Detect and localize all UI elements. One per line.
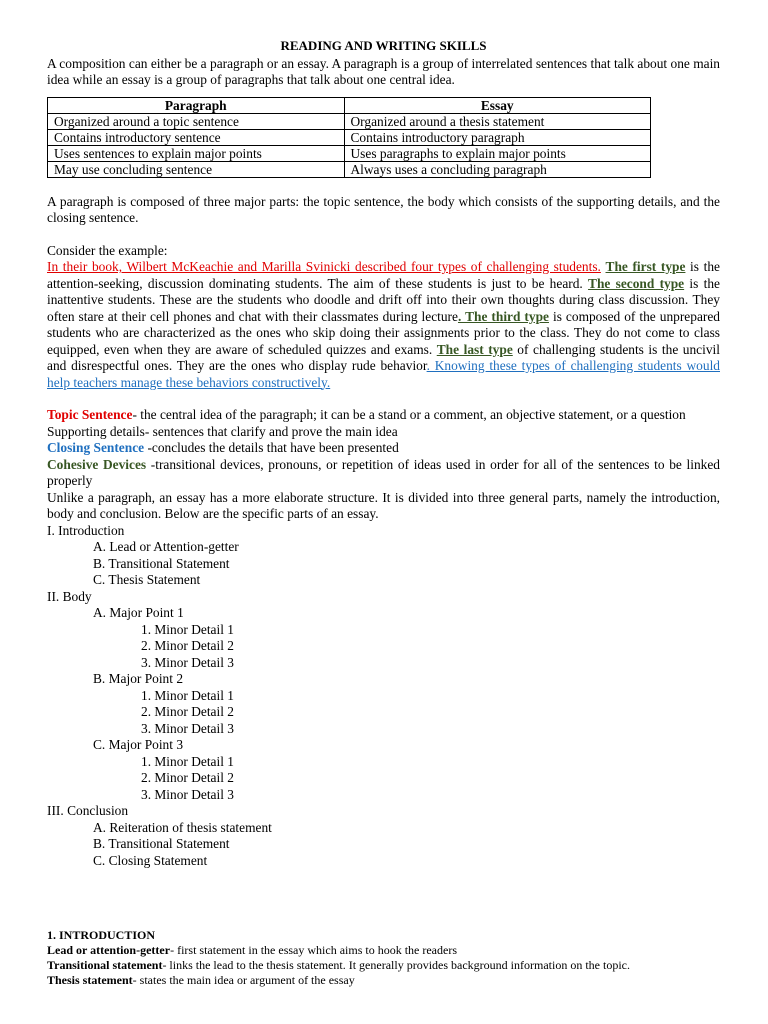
definition-text: - the central idea of the paragraph; it can be a stand or a comment, an objective statement, or a question bbox=[132, 407, 686, 422]
second-type-label: The second type bbox=[588, 275, 685, 291]
outline-item: II. Body bbox=[47, 588, 92, 604]
outline-item: A. Reiteration of thesis statement bbox=[93, 819, 272, 835]
table-cell: May use concluding sentence bbox=[48, 161, 345, 177]
outline-item: 1. Minor Detail 1 bbox=[141, 687, 234, 703]
example-closing-sentence: . Knowing these types of challenging students would help teachers manage these behaviors constructively. bbox=[47, 358, 720, 390]
table-cell: Organized around a thesis statement bbox=[344, 113, 651, 129]
outline-item: B. Transitional Statement bbox=[93, 836, 230, 851]
example-text: of challenging students is the uncivil and disrespectful ones. They are the ones who display rude behavior bbox=[47, 341, 720, 373]
intro-definition bbox=[47, 958, 720, 973]
table-row bbox=[48, 113, 651, 129]
table-header-essay: Essay bbox=[344, 97, 651, 113]
outline-item: 3. Minor Detail 3 bbox=[141, 654, 234, 670]
intro-definition bbox=[47, 973, 720, 988]
table-row bbox=[48, 161, 651, 177]
last-type-label: The last type bbox=[436, 341, 513, 357]
topic-sentence-definition bbox=[47, 407, 720, 424]
first-type-label: The first type bbox=[605, 259, 686, 274]
intro-definition-text: - first statement in the essay which aims to hook the readers bbox=[170, 943, 457, 957]
outline-item: 3. Minor Detail 3 bbox=[141, 786, 234, 802]
table-row bbox=[48, 145, 651, 161]
third-type-label: . The third type bbox=[457, 308, 549, 324]
outline-item: B. Transitional Statement bbox=[93, 555, 230, 571]
outline-item: B. Major Point 2 bbox=[93, 671, 184, 686]
outline-item: A. Major Point 1 bbox=[93, 605, 184, 620]
comparison-table bbox=[47, 97, 651, 178]
cohesive-devices-definition bbox=[47, 457, 720, 490]
outline-item: 1. Minor Detail 1 bbox=[141, 753, 234, 769]
introduction-section bbox=[47, 928, 720, 988]
intro-definition-text: - links the lead to the thesis statement. It generally provides background information on the topic. bbox=[162, 958, 630, 972]
supporting-details-definition: Supporting details- sentences that clarify and prove the main idea bbox=[47, 423, 398, 439]
table-cell: Organized around a topic sentence bbox=[48, 113, 345, 129]
example-text: is the inattentive students. These are the students who doodle and drift off into their own thoughts during class discussion. They often stare at their cell phones and chat with their classmates during lecture bbox=[47, 275, 720, 324]
intro-definition-label: Lead or attention-getter bbox=[47, 943, 171, 957]
essay-structure-paragraph: Unlike a paragraph, an essay has a more elaborate structure. It is divided into three general parts, namely the introduction, body and conclusion. Below are the specific parts of an essay. bbox=[47, 489, 720, 521]
outline-item: C. Thesis Statement bbox=[93, 572, 201, 587]
outline-item: 2. Minor Detail 2 bbox=[141, 770, 234, 785]
table-row bbox=[48, 129, 651, 145]
intro-definition-label: Transitional statement bbox=[47, 958, 163, 972]
outline-item: 2. Minor Detail 2 bbox=[141, 704, 234, 719]
table-header-row bbox=[48, 97, 651, 113]
closing-sentence-definition bbox=[47, 440, 720, 457]
table-cell: Contains introductory sentence bbox=[48, 129, 345, 145]
example-lead-in: Consider the example: bbox=[47, 242, 168, 258]
parts-paragraph: A paragraph is composed of three major parts: the topic sentence, the body which consists of the supporting details, and the closing sentence. bbox=[47, 193, 720, 225]
example-paragraph bbox=[47, 259, 720, 391]
essay-outline bbox=[47, 523, 720, 870]
intro-definition-text: - states the main idea or argument of the essay bbox=[132, 973, 355, 987]
closing-sentence-label: Closing Sentence bbox=[47, 440, 145, 455]
document-title: READING AND WRITING SKILLS bbox=[280, 38, 487, 53]
intro-definition-label: Thesis statement bbox=[47, 973, 133, 987]
intro-definition bbox=[47, 943, 720, 958]
table-cell: Contains introductory paragraph bbox=[344, 129, 651, 145]
outline-item: 1. Minor Detail 1 bbox=[141, 621, 234, 637]
introduction-heading: 1. INTRODUCTION bbox=[47, 928, 156, 942]
outline-item: III. Conclusion bbox=[47, 803, 129, 818]
outline-item: C. Closing Statement bbox=[93, 852, 208, 868]
intro-paragraph: A composition can either be a paragraph or an essay. A paragraph is a group of interrelated sentences that talk about one main idea while an essay is a group of paragraphs that talk about one central idea. bbox=[47, 55, 720, 87]
topic-sentence-label: Topic Sentence bbox=[47, 407, 133, 422]
outline-item: I. Introduction bbox=[47, 522, 125, 538]
outline-item: 2. Minor Detail 2 bbox=[141, 638, 234, 653]
example-text: is composed of the unprepared students who are characterized as the ones who skip doing their assignments prior to the class. They do not come to class equipped, even when they are aware of scheduled quizzes and exams. bbox=[47, 308, 720, 357]
table-header-paragraph: Paragraph bbox=[48, 97, 345, 113]
definition-text: -concludes the details that have been presented bbox=[144, 440, 399, 455]
outline-item: A. Lead or Attention-getter bbox=[93, 539, 239, 554]
example-text: is the attention-seeking, discussion dominating students. The aim of these students is just to be heard. bbox=[47, 259, 720, 291]
table-cell: Uses sentences to explain major points bbox=[48, 145, 345, 161]
definition-text: -transitional devices, pronouns, or repetition of ideas used in order for all of the sentences to be linked properly bbox=[47, 456, 720, 488]
outline-item: 3. Minor Detail 3 bbox=[141, 720, 234, 736]
example-topic-sentence: In their book, Wilbert McKeachie and Marilla Svinicki described four types of challenging students. bbox=[47, 259, 601, 274]
outline-item: C. Major Point 3 bbox=[93, 737, 184, 752]
table-cell: Always uses a concluding paragraph bbox=[344, 161, 651, 177]
cohesive-devices-label: Cohesive Devices bbox=[47, 456, 147, 472]
table-cell: Uses paragraphs to explain major points bbox=[344, 145, 651, 161]
